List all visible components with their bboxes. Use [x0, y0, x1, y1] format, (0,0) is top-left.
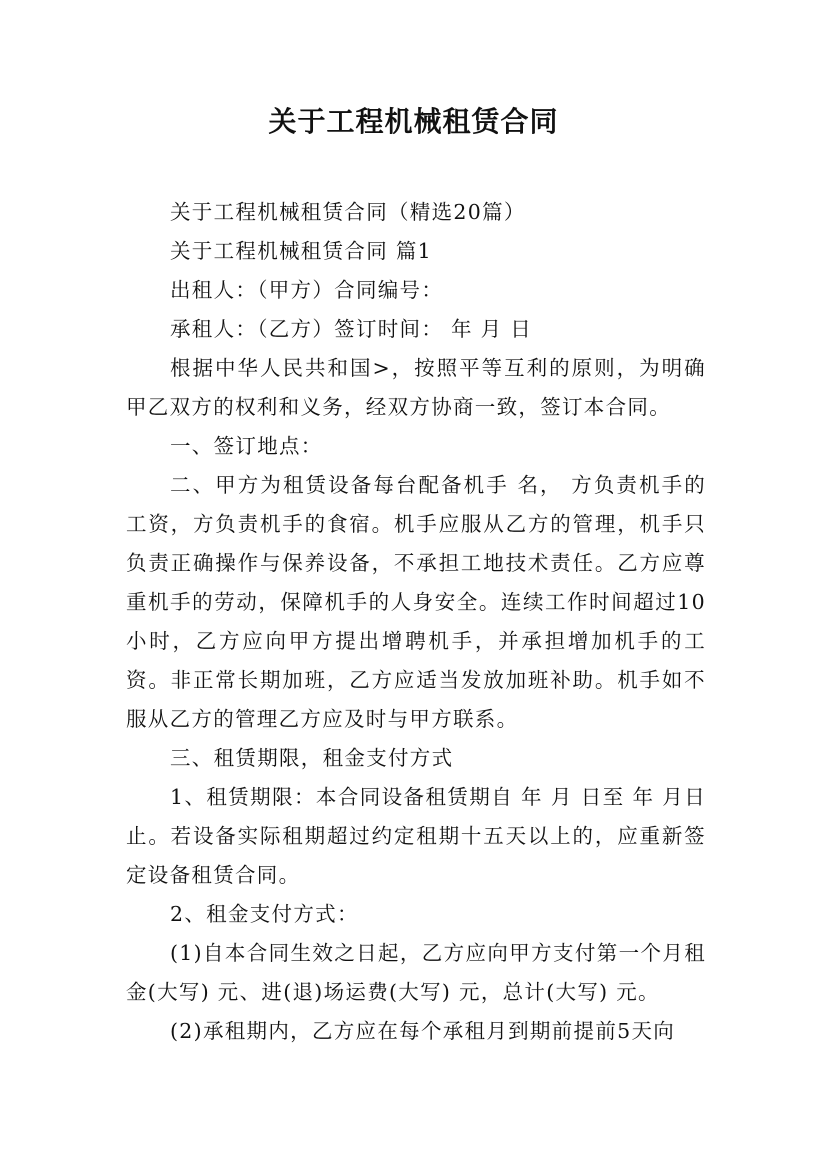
paragraph: (2)承租期内，乙方应在每个承租月到期前提前5天向	[170, 1019, 676, 1043]
paragraph: (1)自本合同生效之日起，乙方应向甲方支付第一个月租金(大写) 元、进(退)场运费(大写) 元，总计(大写) 元。	[126, 941, 706, 1004]
document-body	[126, 193, 706, 1051]
paragraph: 一、签订地点：	[170, 434, 323, 458]
paragraph: 根据中华人民共和国>，按照平等互利的原则，为明确甲乙双方的权利和义务，经双方协商一致，签订本合同。	[126, 356, 706, 419]
paragraph: 关于工程机械租赁合同 篇1	[170, 239, 432, 263]
document-title: 关于工程机械租赁合同	[268, 105, 559, 138]
paragraph: 关于工程机械租赁合同（精选20篇）	[170, 200, 526, 224]
paragraph: 三、租赁期限，租金支付方式	[170, 746, 454, 770]
paragraph: 1、租赁期限：本合同设备租赁期自 年 月 日至 年 月日止。若设备实际租期超过约定租期十五天以上的，应重新签定设备租赁合同。	[126, 785, 706, 887]
paragraph: 二、甲方为租赁设备每台配备机手 名， 方负责机手的工资，方负责机手的食宿。机手应服从乙方的管理，机手只负责正确操作与保养设备，不承担工地技术责任。乙方应尊重机手的劳动，保障机手的人身安全。连续工作时间超过10小时，乙方应向甲方提出增聘机手，并承担增加机手的工资。非正常长期加班，乙方应适当发放加班补助。机手如不服从乙方的管理乙方应及时与甲方联系。	[126, 473, 706, 731]
paragraph: 2、租金支付方式：	[170, 902, 359, 926]
paragraph: 出租人：（甲方）合同编号：	[170, 278, 444, 302]
paragraph: 承租人：（乙方）签订时间： 年 月 日	[170, 317, 532, 341]
